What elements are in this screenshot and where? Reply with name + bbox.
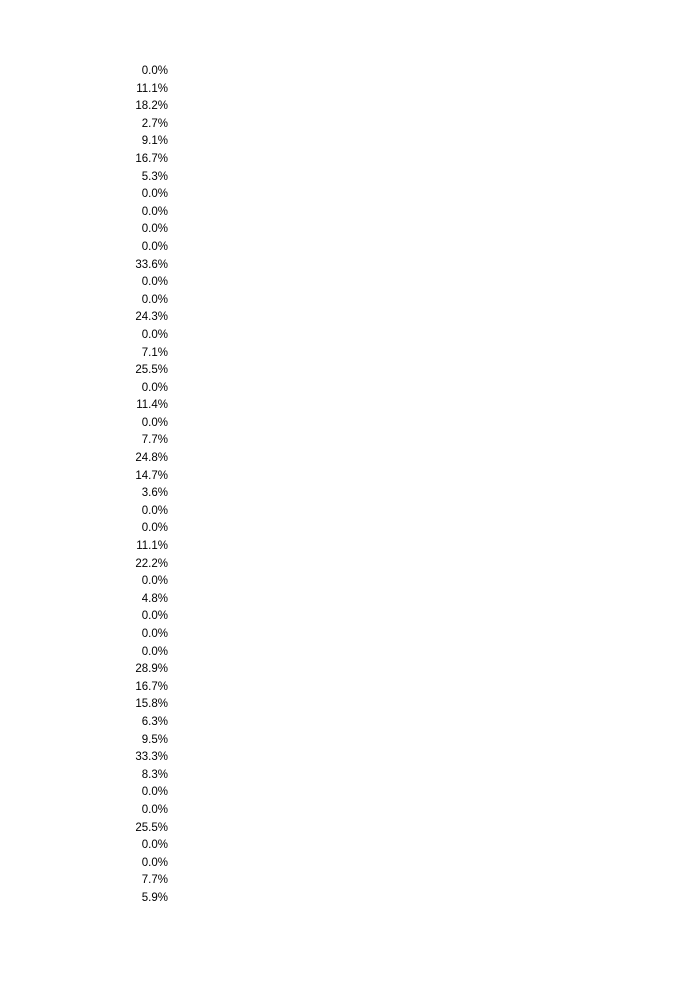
percentage-cell: 8.3% [141,768,168,781]
percentage-cell: 16.7% [135,152,168,165]
percentage-cell: 24.8% [135,452,168,465]
percentage-cell: 33.3% [135,751,168,764]
percentage-cell: 0.0% [141,856,168,869]
percentage-cell: 7.7% [141,434,168,447]
percentage-cell: 5.3% [141,170,168,183]
percentage-cell: 0.0% [141,276,168,289]
percentage-cell: 25.5% [135,364,168,377]
percentage-cell: 22.2% [135,557,168,570]
percentage-cell: 24.3% [135,311,168,324]
percentage-cell: 4.8% [141,592,168,605]
percentage-cell: 0.0% [141,628,168,640]
percentage-cell: 9.1% [141,135,168,148]
percentage-cell: 14.7% [135,469,168,482]
percentage-cell: 7.1% [141,346,168,359]
percentage-cell: 5.9% [141,891,168,904]
percentage-cell: 0.0% [141,803,168,816]
percentage-cell: 0.0% [141,65,168,77]
percentage-cell: 11.1% [136,82,168,95]
percentage-column [100,63,168,908]
percentage-cell: 0.0% [141,205,168,218]
percentage-cell: 6.3% [141,715,168,728]
percentage-cell: 0.0% [141,786,168,799]
percentage-cell: 0.0% [141,223,168,236]
percentage-cell: 18.2% [135,100,168,113]
percentage-cell: 2.7% [141,117,168,130]
percentage-cell: 0.0% [141,610,168,623]
percentage-cell: 0.0% [141,504,168,517]
percentage-cell: 0.0% [141,522,168,535]
percentage-cell: 0.0% [141,240,168,253]
percentage-cell: 3.6% [141,487,168,500]
percentage-cell: 0.0% [141,293,168,306]
percentage-cell: 28.9% [135,663,168,676]
percentage-cell: 11.4% [136,399,168,412]
percentage-cell: 0.0% [141,328,168,341]
percentage-cell: 0.0% [141,575,168,588]
percentage-cell: 0.0% [141,416,168,429]
percentage-cell: 16.7% [135,680,168,693]
percentage-cell: 9.5% [141,733,168,746]
percentage-cell: 15.8% [135,698,168,711]
percentage-cell: 0.0% [141,188,168,201]
percentage-cell: 11.1% [136,540,168,553]
percentage-cell: 25.5% [135,821,168,834]
percentage-cell: 0.0% [141,381,168,394]
percentage-cell: 7.7% [141,874,168,887]
percentage-cell: 33.6% [135,258,168,271]
percentage-cell: 0.0% [141,839,168,852]
percentage-cell: 0.0% [141,645,168,658]
